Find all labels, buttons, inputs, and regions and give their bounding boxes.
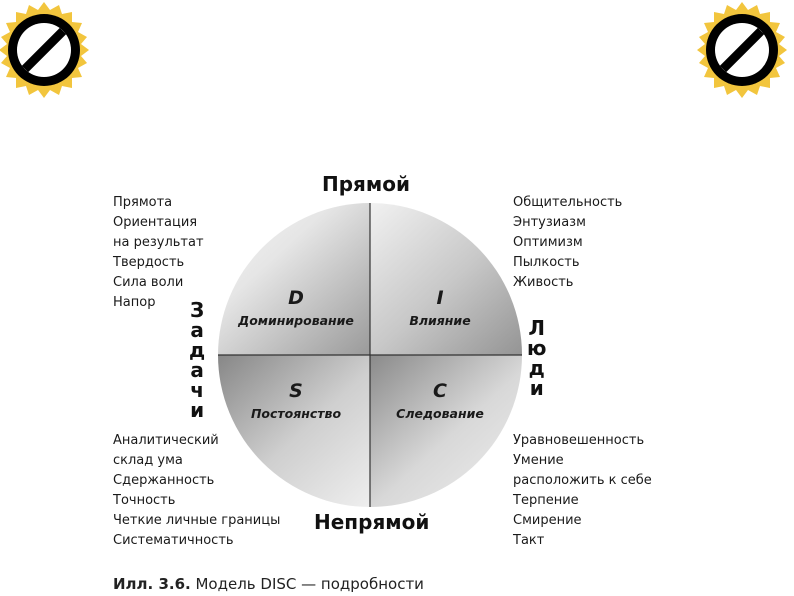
trait-item: Живость: [513, 275, 574, 290]
vertical-letter: Л: [528, 316, 546, 340]
vertical-letter: и: [529, 376, 544, 400]
axis-label-top: Прямой: [322, 172, 410, 196]
trait-item: Оптимизм: [513, 235, 583, 250]
trait-item: Сила воли: [113, 275, 184, 290]
vertical-letter: а: [190, 358, 204, 382]
trait-item: Аналитический склад ума: [113, 433, 219, 468]
vertical-letter: и: [190, 398, 205, 422]
vertical-letter: ю: [527, 336, 547, 360]
trait-item: Ориентация на результат: [113, 215, 204, 250]
disc-circle-diagram: [200, 200, 540, 510]
trait-item: Сдержанность: [113, 473, 215, 488]
quadrant-i-name: Влияние: [409, 313, 471, 328]
trait-item: Общительность: [513, 195, 623, 210]
trait-item: Напор: [113, 295, 156, 310]
trait-item: Уравновешенность: [513, 433, 645, 448]
vertical-letter: З: [189, 298, 205, 322]
vertical-letter: ч: [190, 378, 204, 402]
vertical-letter: д: [189, 338, 206, 362]
trait-item: Систематичность: [113, 533, 234, 548]
quadrant-c-letter: C: [433, 380, 447, 402]
caption-text: Модель DISC — подробности: [190, 575, 424, 593]
quadrant-s: [200, 355, 370, 510]
trait-item: Пылкость: [513, 255, 580, 270]
quadrant-d: [200, 200, 370, 355]
caption-label: Илл. 3.6.: [113, 575, 191, 593]
vertical-letter: д: [528, 356, 545, 380]
trait-item: Прямота: [113, 195, 173, 210]
trait-list-top-left: [113, 193, 204, 313]
trait-item: Твердость: [113, 255, 185, 270]
quadrant-s-name: Постоянство: [250, 406, 342, 421]
quadrant-i-letter: I: [436, 287, 444, 309]
quadrant-c-name: Следование: [396, 406, 484, 421]
figure-caption: [113, 575, 424, 593]
axis-label-bottom: Непрямой: [314, 510, 430, 534]
quadrant-s-letter: S: [289, 380, 303, 402]
trait-item: Энтузиазм: [513, 215, 586, 230]
trait-item: Точность: [113, 493, 176, 508]
quadrant-i: [370, 200, 540, 355]
prohibited-badge-left-icon: [0, 0, 94, 100]
trait-item: Умение расположить к себе: [513, 453, 652, 488]
trait-item: Четкие личные границы: [113, 513, 281, 528]
prohibited-badge-right-icon: [692, 0, 792, 100]
quadrant-d-name: Доминирование: [238, 313, 354, 328]
quadrant-d-letter: D: [288, 287, 304, 309]
trait-item: Смирение: [513, 513, 582, 528]
trait-item: Такт: [513, 533, 545, 548]
quadrant-c: [370, 355, 540, 510]
vertical-letter: а: [190, 318, 204, 342]
trait-item: Терпение: [513, 493, 579, 508]
